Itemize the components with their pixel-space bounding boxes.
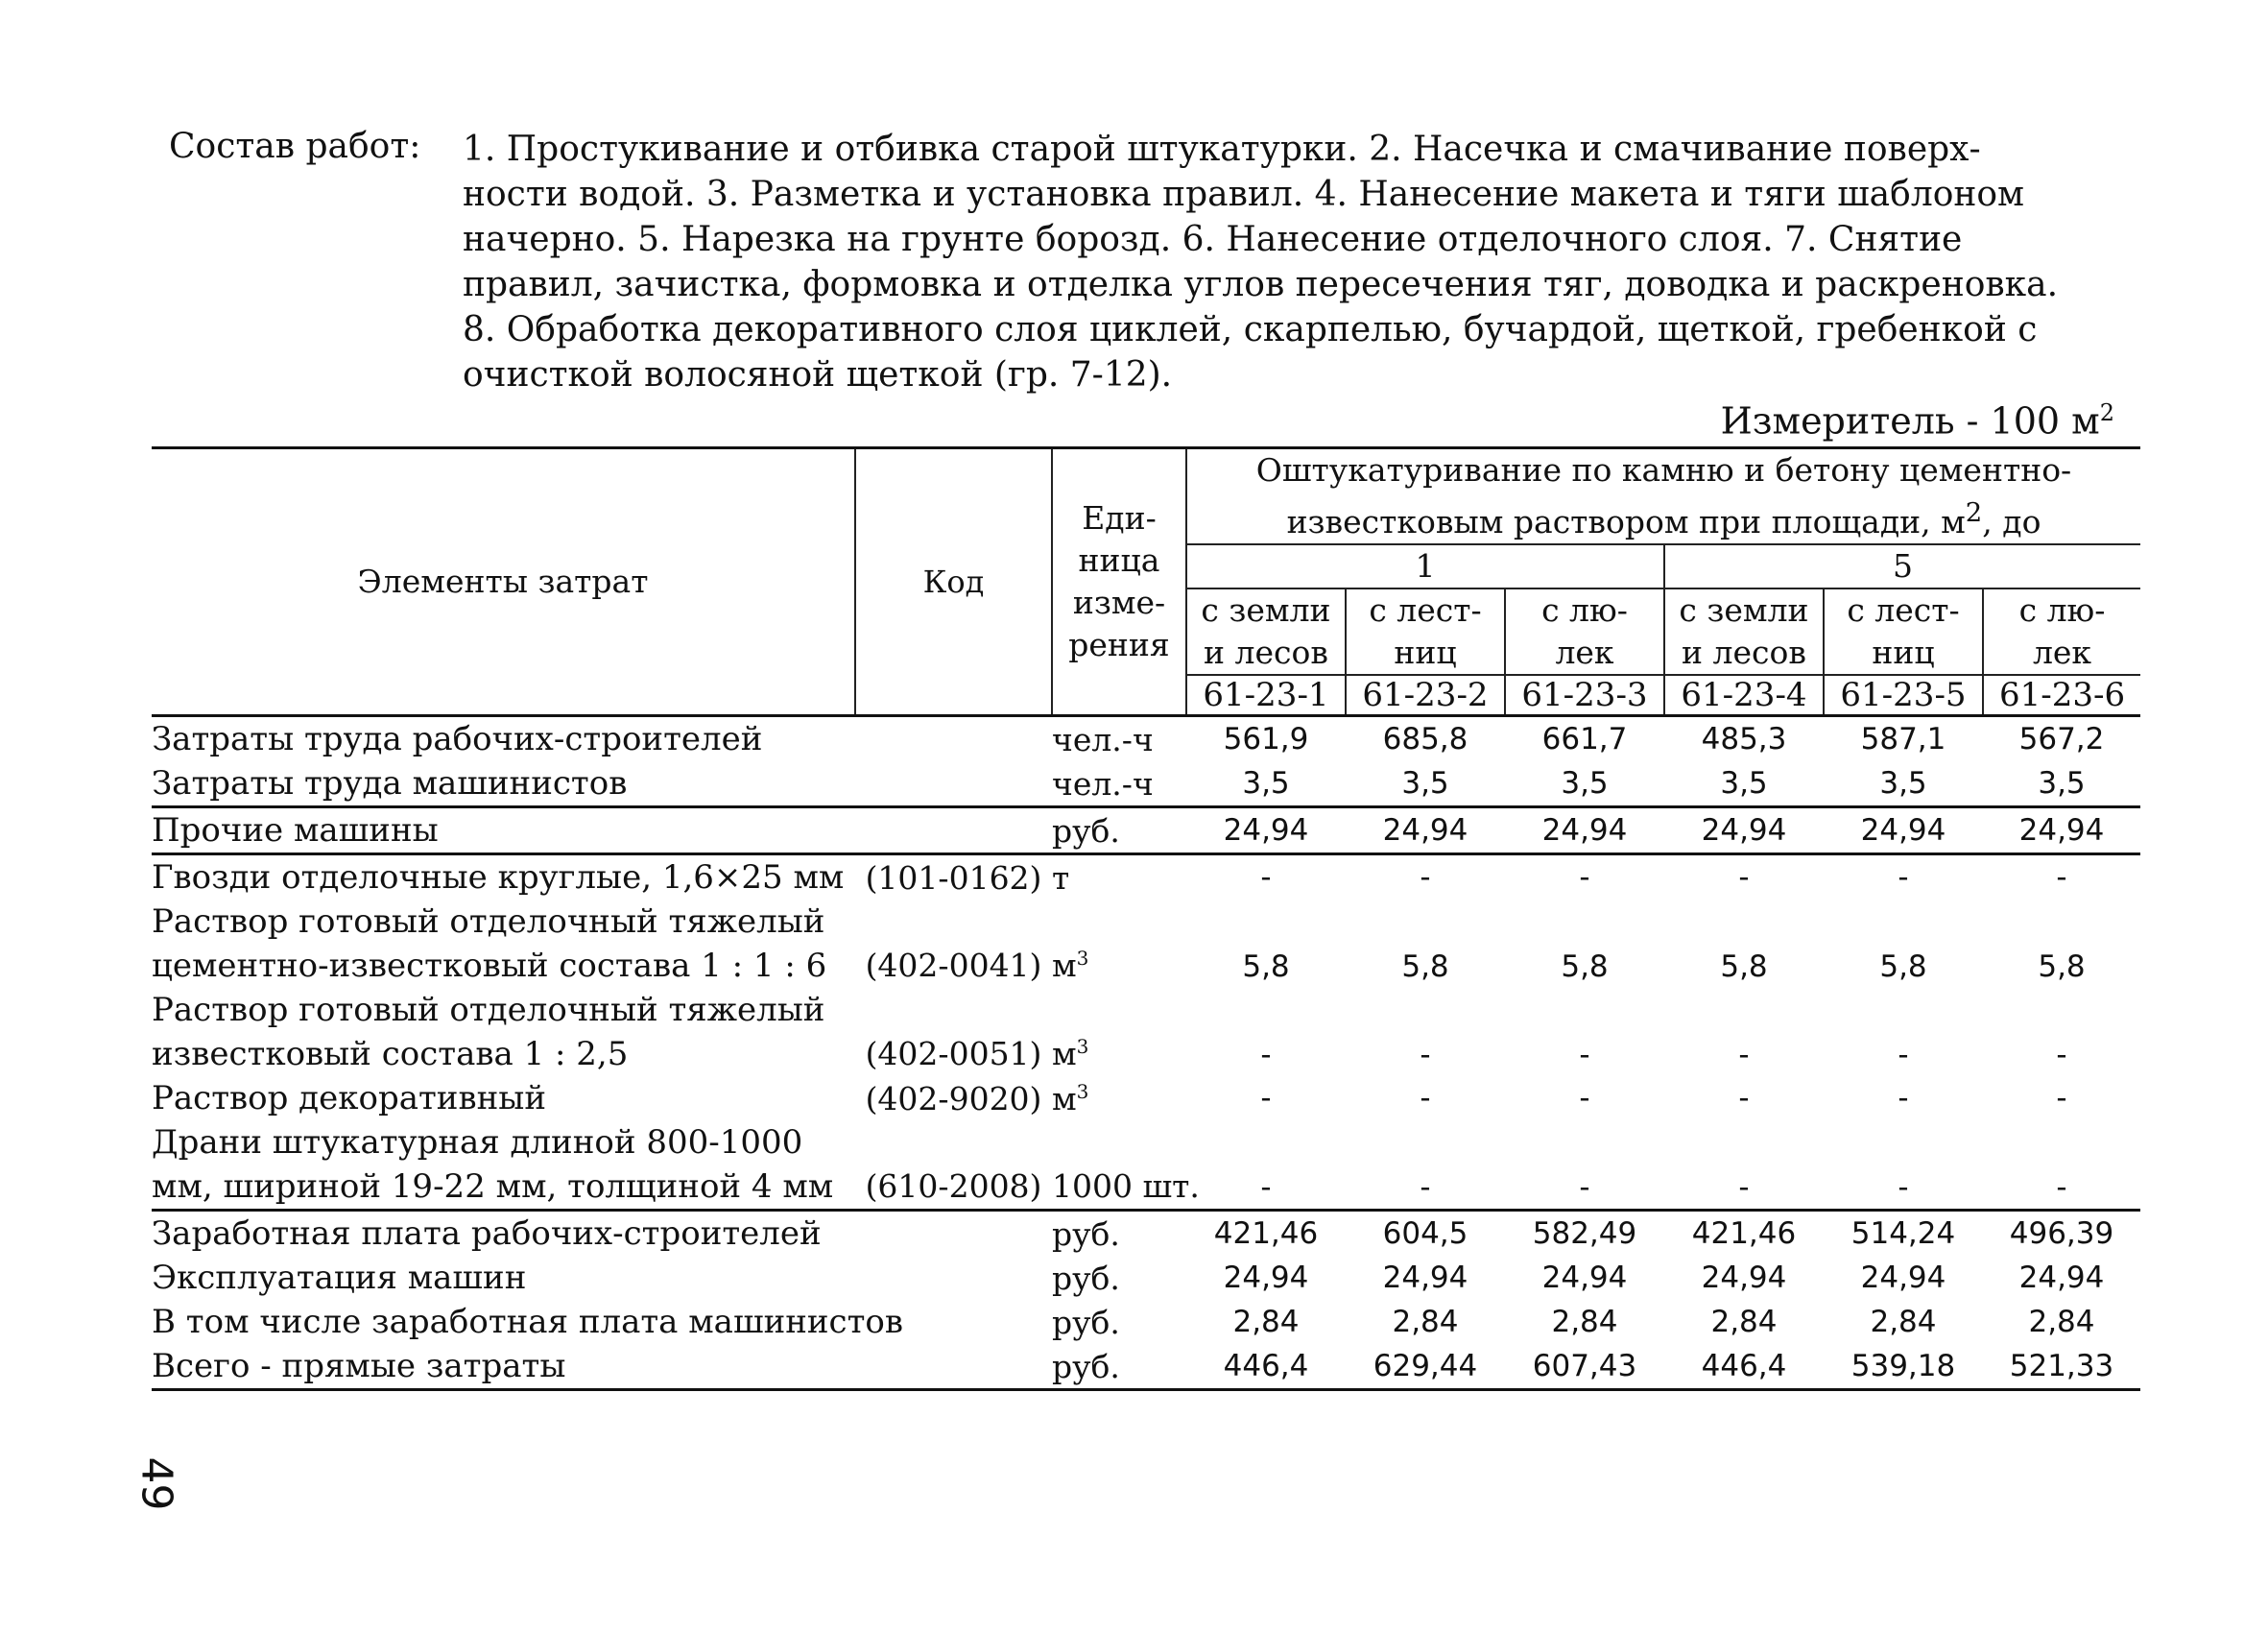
row-name: Эксплуатация машин [152,1259,527,1297]
row-value: 561,9 [1186,716,1346,762]
row-value: 446,4 [1664,1344,1824,1390]
cost-table-header [152,448,2140,716]
header-subcol: с земли и лесов [1186,588,1346,675]
cost-table [152,446,2140,1391]
row-value: 24,94 [1664,807,1824,854]
row-value: - [1260,860,1272,895]
measure-unit [1721,399,2114,443]
row-value: 604,5 [1382,1216,1468,1251]
row-code [855,716,1052,762]
row-value: 567,2 [1983,716,2140,762]
row-code [855,761,1052,807]
header-unit-line: рения [1068,626,1170,663]
row-value: 421,46 [1213,1216,1319,1251]
row-value: - [1420,860,1431,895]
measure-unit-text: Измеритель - 100 м [1720,399,2100,443]
row-value: 3,5 [1824,761,1983,807]
row-code: (402-0041) [865,947,1042,984]
row-code [855,807,1052,854]
table-row [152,1256,2140,1300]
header-colcode: 61-23-1 [1186,675,1346,716]
table-row [152,761,2140,807]
row-value: - [1505,1120,1664,1211]
row-value: - [1260,1081,1272,1116]
row-value: 24,94 [2018,1261,2105,1295]
header-title-line2: известковым раствором при площади, м [1286,503,1966,540]
row-unit: $м^3$ [1052,1079,1089,1117]
table-row [152,1120,2140,1211]
row-value: - [1346,1120,1505,1211]
measure-unit-sup: 2 [2099,399,2114,426]
row-name: Раствор готовый отделочный тяжелый известковый состава 1 : 2,5 [152,991,825,1073]
row-unit: 1000 шт. [1052,1120,1186,1211]
row-value: 521,33 [1983,1344,2140,1390]
row-value: 5,8 [1879,949,1927,984]
row-value: - [1738,860,1750,895]
row-unit: $м^3$ [1052,947,1089,984]
row-value: 496,39 [2009,1216,2114,1251]
table-row [152,1076,2140,1120]
row-unit: руб. [1052,1259,1120,1297]
row-value: 5,8 [1720,949,1768,984]
work-composition-line: 8. Обработка декоративного слоя циклей, скарпелью, бучардой, щеткой, гребенкой с [463,310,2038,349]
row-value: 24,94 [1860,1261,1946,1295]
row-value: 24,94 [1824,807,1983,854]
header-unit-line: ница [1078,541,1160,579]
header-code: Код [855,448,1052,716]
row-value: 24,94 [1186,807,1346,854]
row-value: 24,94 [1223,1261,1309,1295]
row-value: - [1738,1081,1750,1116]
row-value: - [1579,860,1590,895]
header-unit-line: изме- [1072,584,1166,621]
row-value: - [1898,1038,1909,1072]
row-value: 5,8 [1561,949,1609,984]
header-unit-line: Еди- [1082,499,1157,537]
header-colcode: 61-23-4 [1664,675,1824,716]
row-value: 24,94 [1346,807,1505,854]
row-value: - [1260,1038,1272,1072]
row-value: 607,43 [1505,1344,1664,1390]
row-code: (402-9020) [865,1079,1042,1117]
row-code: (101-0162) [865,858,1042,897]
row-name: Всего - прямые затраты [152,1344,1052,1390]
row-name: Затраты труда машинистов [152,761,855,807]
work-composition-line: 1. Простукивание и отбивка старой штукатурки. 2. Насечка и смачивание поверх- [463,130,1981,169]
header-title [1186,448,2140,545]
row-value: 24,94 [1983,807,2140,854]
row-unit: руб. [1052,1303,1120,1341]
page-number: 49 [131,1456,181,1511]
header-group-5: 5 [1664,544,2140,588]
row-value: - [2056,1038,2067,1072]
table-row [152,854,2140,901]
row-name: Драни штукатурная длиной 800-1000 мм, шириной 19-22 мм, толщиной 4 мм [152,1120,855,1211]
table-row [152,900,2140,988]
header-colcode: 61-23-2 [1346,675,1505,716]
row-value: - [1898,860,1909,895]
row-value: 446,4 [1186,1344,1346,1390]
header-title-line1: Оштукатуривание по камню и бетону цементно- [1255,451,2072,489]
row-value: 582,49 [1532,1216,1637,1251]
row-code: (610-2008) [855,1120,1052,1211]
header-subcol: с лю- лек [1505,588,1664,675]
row-value: 2,84 [1392,1305,1459,1339]
row-unit: руб. [1052,1214,1120,1253]
header-colcode: 61-23-5 [1824,675,1983,716]
row-value: 3,5 [1505,761,1664,807]
row-value: - [1898,1081,1909,1116]
row-value: - [2056,1081,2067,1116]
row-value: 485,3 [1664,716,1824,762]
header-unit [1052,448,1186,716]
row-name: Затраты труда рабочих-строителей [152,716,855,762]
row-value: - [1420,1038,1431,1072]
work-composition-line: ности водой. 3. Разметка и установка правил. 4. Нанесение макета и тяги шаблоном [463,175,2025,214]
row-value: 3,5 [1186,761,1346,807]
row-unit: чел.-ч [1052,716,1186,762]
row-value: 3,5 [1664,761,1824,807]
row-value: - [1664,1120,1824,1211]
work-composition-line: правил, зачистка, формовка и отделка углов пересечения тяг, доводка и раскреновка. [463,265,2059,304]
row-name: Прочие машины [152,807,855,854]
row-unit: $м^3$ [1052,1035,1089,1072]
row-value: 24,94 [1701,1261,1787,1295]
row-value: 2,84 [1232,1305,1300,1339]
row-value: 539,18 [1824,1344,1983,1390]
row-value: - [1983,1120,2140,1211]
row-value: 629,44 [1346,1344,1505,1390]
row-unit: т [1052,858,1070,897]
row-value: 5,8 [2038,949,2086,984]
header-colcode: 61-23-6 [1983,675,2140,716]
row-value: 24,94 [1505,807,1664,854]
row-unit: руб. [1052,1344,1186,1390]
table-row [152,716,2140,762]
row-value: 3,5 [1983,761,2140,807]
row-name: В том числе заработная плата машинистов [152,1303,904,1341]
row-value: 5,8 [1242,949,1290,984]
row-value: 24,94 [1541,1261,1628,1295]
row-value: 24,94 [1382,1261,1468,1295]
row-value: - [1186,1120,1346,1211]
row-value: 587,1 [1824,716,1983,762]
row-value: 2,84 [1870,1305,1937,1339]
header-subcol: с земли и лесов [1664,588,1824,675]
header-group-1: 1 [1186,544,1664,588]
table-row [152,1344,2140,1390]
row-name: Гвозди отделочные круглые, 1,6×25 мм [152,858,845,897]
row-code: (402-0051) [865,1035,1042,1072]
row-value: - [1420,1081,1431,1116]
work-composition-line: очисткой волосяной щеткой (гр. 7-12). [463,355,1173,395]
header-subcol: с лест- ниц [1824,588,1983,675]
row-value: - [1579,1081,1590,1116]
row-value: 3,5 [1346,761,1505,807]
row-value: 5,8 [1401,949,1449,984]
work-composition-line: начерно. 5. Нарезка на грунте борозд. 6. Нанесение отделочного слоя. 7. Снятие [463,220,1963,259]
header-title-sup: 2 [1965,497,1983,528]
row-unit: руб. [1052,807,1186,854]
header-elements: Элементы затрат [152,448,855,716]
work-composition-label: Состав работ: [169,127,421,166]
row-unit: чел.-ч [1052,761,1186,807]
row-name: Раствор готовый отделочный тяжелый цементно-известковый состава 1 : 1 : 6 [152,902,827,985]
header-title-tail: , до [1982,503,2041,540]
row-value: 685,8 [1346,716,1505,762]
row-value: - [1824,1120,1983,1211]
row-value: 661,7 [1505,716,1664,762]
table-row [152,807,2140,854]
header-subcol: с лю- лек [1983,588,2140,675]
row-value: 421,46 [1691,1216,1797,1251]
row-value: 514,24 [1850,1216,1956,1251]
table-row [152,1211,2140,1257]
row-value: 2,84 [1710,1305,1778,1339]
cost-table-body [152,716,2140,1390]
header-subcol: с лест- ниц [1346,588,1505,675]
work-composition-text [463,127,2113,397]
row-value: - [1579,1038,1590,1072]
row-value: 2,84 [1551,1305,1618,1339]
header-colcode: 61-23-3 [1505,675,1664,716]
row-value: - [1738,1038,1750,1072]
row-name: Заработная плата рабочих-строителей [152,1214,822,1253]
table-row [152,988,2140,1076]
row-value: 2,84 [2028,1305,2095,1339]
table-row [152,1300,2140,1344]
row-name: Раствор декоративный [152,1079,546,1117]
row-value: - [2056,860,2067,895]
